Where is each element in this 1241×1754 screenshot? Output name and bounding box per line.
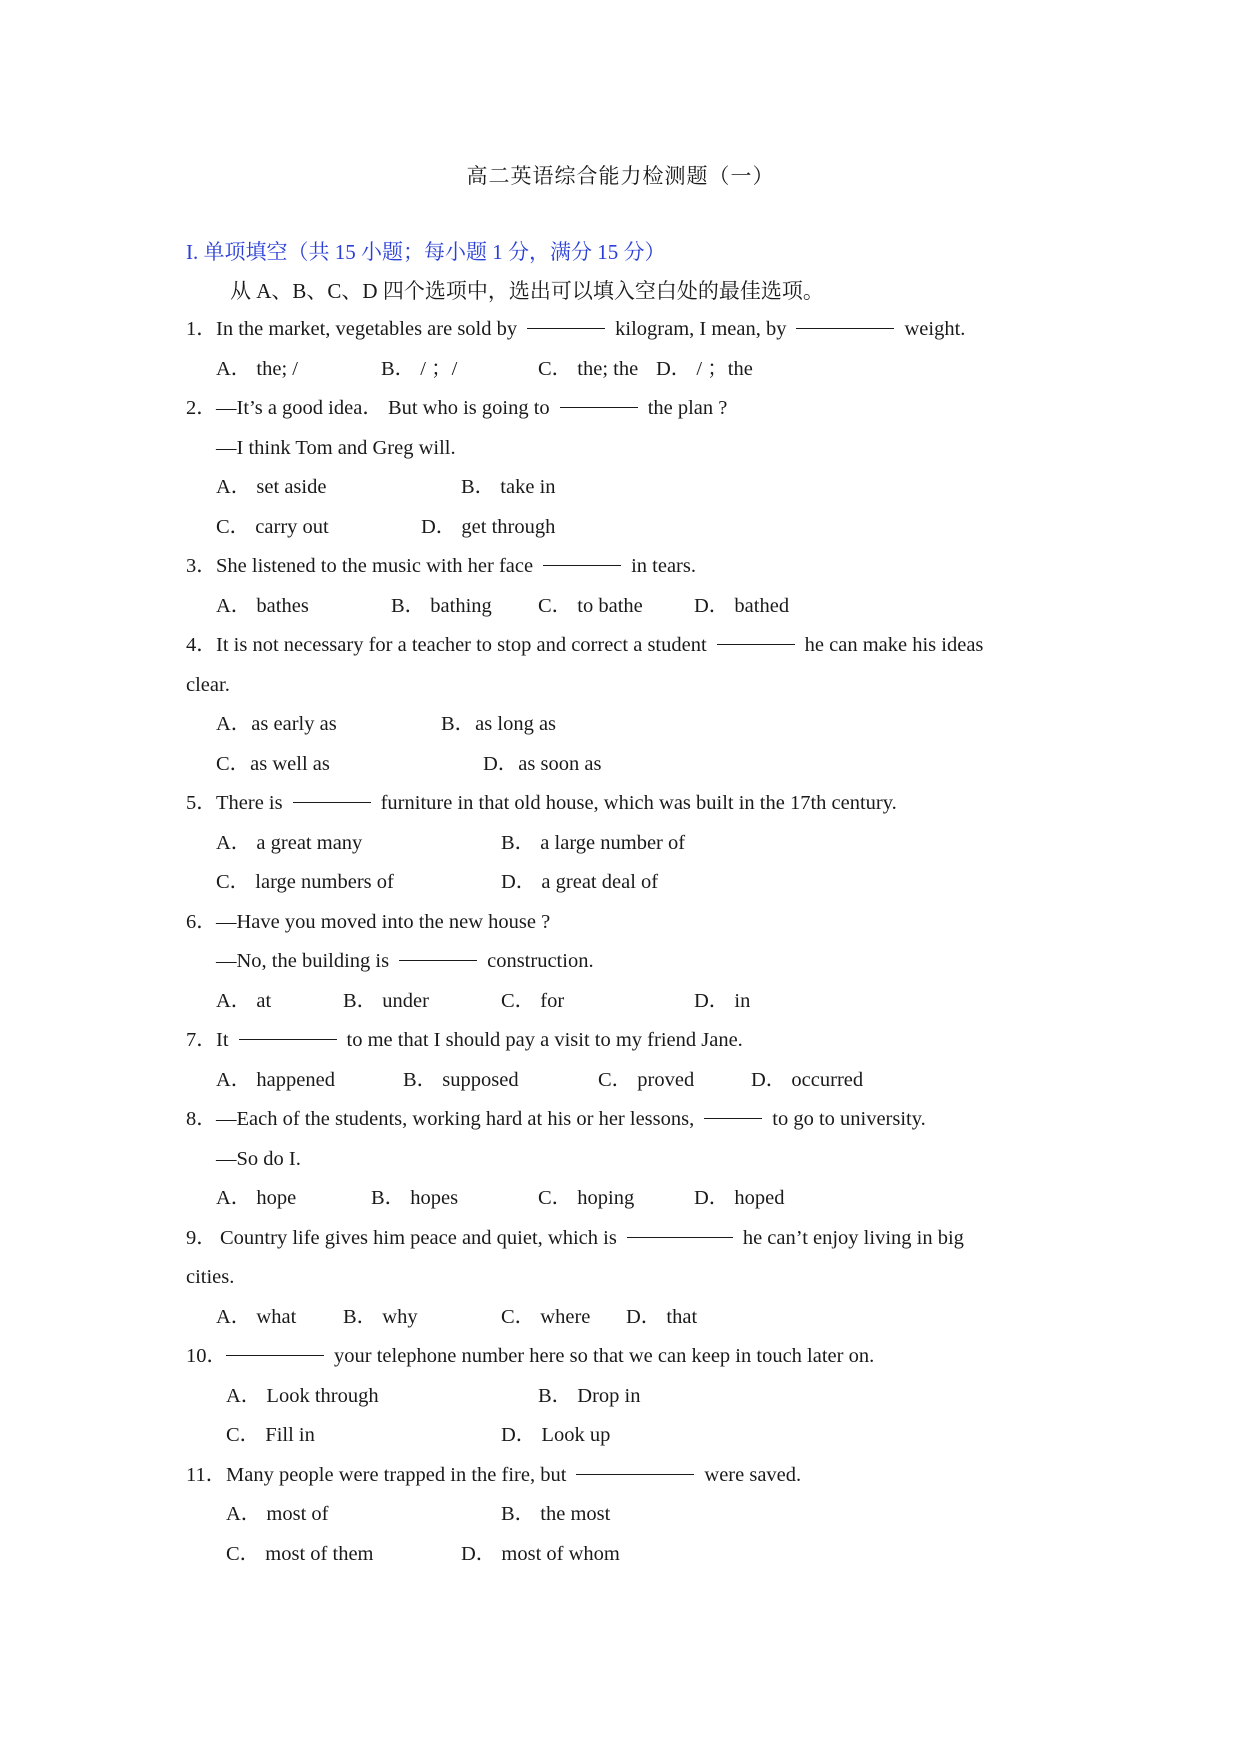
question-text: furniture in that old house, which was built in the 17th century.: [380, 792, 897, 814]
question-6: [186, 903, 1066, 943]
option-d[interactable]: D． / ；the: [656, 357, 753, 380]
option-c[interactable]: C． large numbers of: [216, 871, 394, 893]
option-b[interactable]: B． supposed: [403, 1068, 519, 1091]
option-c[interactable]: C． to bathe: [538, 594, 643, 617]
options-row: [186, 705, 1066, 745]
question-number: 10．: [186, 1345, 227, 1367]
answer-blank: [704, 1117, 762, 1119]
option-b[interactable]: B． take in: [461, 476, 556, 498]
options-row: [186, 863, 1066, 903]
answer-blank: [796, 327, 894, 329]
option-a[interactable]: A． Look through: [226, 1384, 379, 1407]
option-c[interactable]: C． hoping: [538, 1187, 635, 1209]
option-c[interactable]: C． Fill in: [226, 1424, 315, 1446]
option-c[interactable]: C． most of them: [226, 1542, 374, 1565]
question-text: the plan ?: [647, 397, 728, 419]
question-8: [186, 1100, 1066, 1140]
question-text: —Have you moved into the new house ?: [216, 910, 551, 933]
question-number: 4．: [186, 634, 217, 656]
question-text: There is: [216, 792, 283, 814]
question-text: to me that I should pay a visit to my friend Jane.: [346, 1029, 743, 1051]
question-text: It is not necessary for a teacher to stop and correct a student: [216, 634, 707, 656]
question-text: Country life gives him peace and quiet, which is: [220, 1226, 617, 1249]
question-text: It: [216, 1029, 229, 1051]
question-number: 11．: [186, 1463, 227, 1486]
option-a[interactable]: A． most of: [226, 1503, 329, 1525]
question-2: [186, 389, 1066, 429]
question-number: 6．: [186, 910, 217, 933]
question-text: he can’t enjoy living in big: [742, 1226, 964, 1249]
page-title: 高二英语综合能力检测题（一）: [466, 164, 775, 188]
answer-blank: [399, 959, 477, 961]
question-10: [186, 1337, 1066, 1377]
option-a[interactable]: A． happened: [216, 1068, 335, 1091]
question-11: [186, 1456, 1066, 1496]
question-text: weight.: [904, 318, 966, 340]
options-row: [186, 350, 1066, 390]
question-4: [186, 626, 1066, 666]
option-a[interactable]: A． at: [216, 989, 272, 1012]
question-text: kilogram, I mean, by: [615, 318, 787, 340]
answer-blank: [627, 1236, 733, 1238]
answer-blank: [543, 564, 621, 566]
option-d[interactable]: D．as soon as: [483, 752, 602, 775]
options-row: [186, 1535, 1066, 1575]
question-text: clear.: [186, 673, 230, 696]
question-number: 3．: [186, 555, 217, 577]
question-text: cities.: [186, 1266, 235, 1288]
options-row: [186, 1377, 1066, 1417]
options-row: [186, 1298, 1066, 1338]
option-b[interactable]: B． a large number of: [501, 831, 686, 854]
option-b[interactable]: B． under: [343, 989, 429, 1012]
option-b[interactable]: B． / ；/: [381, 357, 458, 380]
question-text: construction.: [487, 950, 594, 972]
question-number: 5．: [186, 792, 217, 814]
question-number: 9．: [186, 1226, 217, 1249]
question-text: were saved.: [704, 1463, 802, 1486]
options-row: [186, 1061, 1066, 1101]
option-c[interactable]: C． where: [501, 1305, 591, 1328]
answer-blank: [717, 643, 795, 645]
question-text: —Each of the students, working hard at his or her lessons,: [216, 1108, 695, 1130]
option-c[interactable]: C． carry out: [216, 515, 329, 538]
options-row: [186, 745, 1066, 785]
answer-blank: [560, 406, 638, 408]
question-text: to go to university.: [772, 1108, 926, 1130]
option-d[interactable]: D． occurred: [751, 1068, 864, 1091]
option-b[interactable]: B． Drop in: [538, 1384, 641, 1407]
question-9: [186, 1219, 1066, 1259]
question-1: [186, 310, 1066, 350]
option-a[interactable]: A． the; /: [216, 357, 298, 380]
option-b[interactable]: B．as long as: [441, 713, 557, 735]
options-row: [186, 1495, 1066, 1535]
answer-blank: [239, 1038, 337, 1040]
option-a[interactable]: A． a great many: [216, 831, 363, 854]
answer-blank: [576, 1473, 694, 1475]
option-a[interactable]: A． set aside: [216, 476, 327, 498]
options-row: [186, 468, 1066, 508]
question-text: Many people were trapped in the fire, but: [226, 1463, 567, 1486]
options-row: [186, 587, 1066, 627]
option-d[interactable]: D． Look up: [501, 1424, 611, 1446]
option-c[interactable]: C． proved: [598, 1068, 695, 1091]
option-c[interactable]: C．as well as: [216, 752, 330, 775]
question-7: [186, 1021, 1066, 1061]
option-d[interactable]: D． bathed: [694, 594, 790, 617]
question-number: 1．: [186, 318, 217, 340]
answer-blank: [293, 801, 371, 803]
option-a[interactable]: A． bathes: [216, 594, 309, 617]
options-row: [186, 982, 1066, 1022]
option-d[interactable]: D． get through: [421, 515, 556, 538]
question-number: 2．: [186, 397, 217, 419]
question-text: —It’s a good idea． But who is going to: [216, 397, 550, 419]
question-text: In the market, vegetables are sold by: [216, 318, 518, 340]
options-row: [186, 508, 1066, 548]
option-a[interactable]: A．as early as: [216, 713, 337, 735]
option-b[interactable]: B． hopes: [371, 1187, 459, 1209]
options-row: [186, 1416, 1066, 1456]
question-number: 7．: [186, 1029, 217, 1051]
option-c[interactable]: C． for: [501, 989, 565, 1012]
option-d[interactable]: D． that: [626, 1305, 698, 1328]
section-heading: I. 单项填空（共 15 小题；每小题 1 分，满分 15 分）: [186, 240, 666, 264]
option-d[interactable]: D． hoped: [694, 1187, 785, 1209]
option-a[interactable]: A． hope: [216, 1187, 297, 1209]
option-b[interactable]: B． the most: [501, 1503, 611, 1525]
option-b[interactable]: B． bathing: [391, 594, 492, 617]
option-d[interactable]: D． most of whom: [461, 1542, 620, 1565]
question-text: in tears.: [631, 555, 696, 577]
question-number: 8．: [186, 1108, 217, 1130]
option-d[interactable]: D． in: [694, 989, 751, 1012]
options-row: [186, 824, 1066, 864]
option-a[interactable]: A． what: [216, 1305, 297, 1328]
option-d[interactable]: D． a great deal of: [501, 871, 659, 893]
option-c[interactable]: C． the; the: [538, 357, 639, 380]
options-row: [186, 1179, 1066, 1219]
question-text: —So do I.: [216, 1147, 301, 1170]
option-b[interactable]: B． why: [343, 1305, 418, 1328]
question-list: [186, 310, 1066, 1574]
question-text: —I think Tom and Greg will.: [216, 436, 456, 459]
question-5: [186, 784, 1066, 824]
section-instructions: 从 A、B、C、D 四个选项中，选出可以填入空白处的最佳选项。: [230, 279, 824, 303]
question-text: he can make his ideas: [804, 634, 984, 656]
question-text: your telephone number here so that we can keep in touch later on.: [334, 1345, 875, 1367]
question-text: —No, the building is: [216, 950, 390, 972]
question-3: [186, 547, 1066, 587]
answer-blank: [226, 1354, 324, 1356]
answer-blank: [527, 327, 605, 329]
question-text: She listened to the music with her face: [216, 555, 534, 577]
